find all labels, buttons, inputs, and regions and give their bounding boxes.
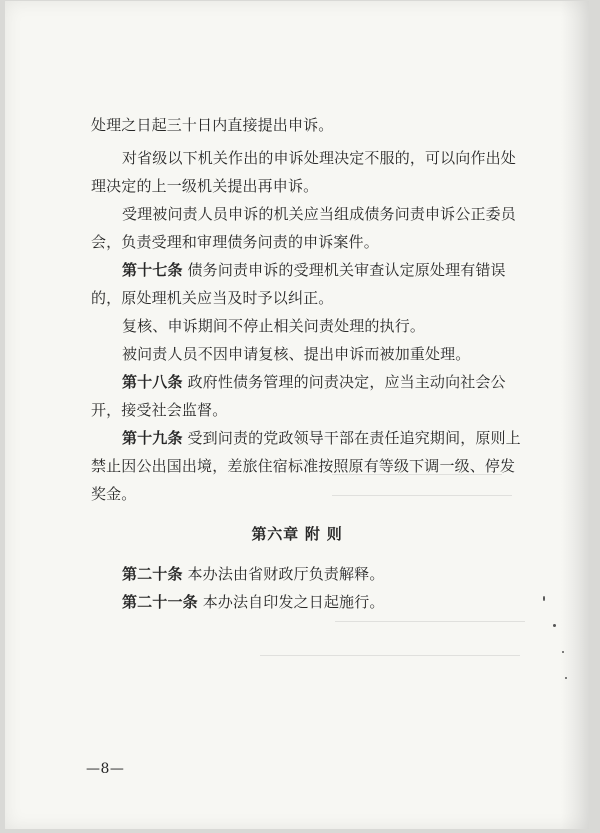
- text-line: 开，接受社会监督。: [91, 401, 228, 419]
- article-eighteen-label: 第十八条: [122, 373, 183, 391]
- bleed-through-mark: [332, 474, 502, 475]
- text-line: 被问责人员不因申请复核、提出申诉而被加重处理。: [122, 345, 471, 363]
- bleed-through-mark: [332, 495, 512, 496]
- article-twenty-one-label: 第二十一条: [122, 593, 198, 611]
- text-line: 受理被问责人员申诉的机关应当组成债务问责申诉公正委员: [122, 205, 516, 223]
- article-eighteen-text: 政府性债务管理的问责决定，应当主动向社会公: [187, 373, 506, 391]
- scan-speck: [565, 677, 567, 679]
- article-twenty-text: 本办法由省财政厅负责解释。: [187, 565, 385, 583]
- bleed-through-mark: [335, 621, 525, 622]
- article-nineteen-label: 第十九条: [122, 429, 183, 447]
- article-seventeen-line: [122, 263, 589, 278]
- scanned-document-page: [5, 1, 589, 829]
- page-edge-shadow: [561, 1, 589, 829]
- scan-speck: [553, 624, 556, 627]
- article-nineteen-text: 受到问责的党政领导干部在责任追究期间，原则上: [187, 429, 521, 447]
- article-twenty-label: 第二十条: [122, 565, 183, 583]
- article-twenty-line: [122, 567, 589, 582]
- bleed-through-mark: [260, 655, 520, 656]
- text-line: 奖金。: [91, 485, 137, 503]
- article-twenty-one-text: 本办法自印发之日起施行。: [202, 593, 385, 611]
- text-line: 理决定的上一级机关提出再申诉。: [91, 177, 319, 195]
- text-line: 处理之日起三十日内直接提出申诉。: [91, 116, 334, 134]
- article-twenty-one-line: [122, 595, 589, 610]
- article-eighteen-line: [122, 375, 589, 390]
- scan-speck: [562, 651, 564, 653]
- article-seventeen-label: 第十七条: [122, 261, 183, 279]
- page-number: —8—: [86, 761, 125, 777]
- text-line: 会，负责受理和审理债务问责的申诉案件。: [91, 233, 379, 251]
- text-line: 的，原处理机关应当及时予以纠正。: [91, 289, 334, 307]
- chapter-heading: 第六章 附 则: [251, 525, 343, 543]
- article-nineteen-line: [122, 431, 589, 446]
- text-line: 禁止因公出国出境，差旅住宿标准按照原有等级下调一级、停发: [91, 457, 516, 475]
- article-seventeen-text: 债务问责申诉的受理机关审查认定原处理有错误: [187, 261, 506, 279]
- text-line: 对省级以下机关作出的申诉处理决定不服的，可以向作出处: [122, 149, 516, 167]
- text-line: 复核、申诉期间不停止相关问责处理的执行。: [122, 317, 426, 335]
- scan-speck: [543, 596, 545, 601]
